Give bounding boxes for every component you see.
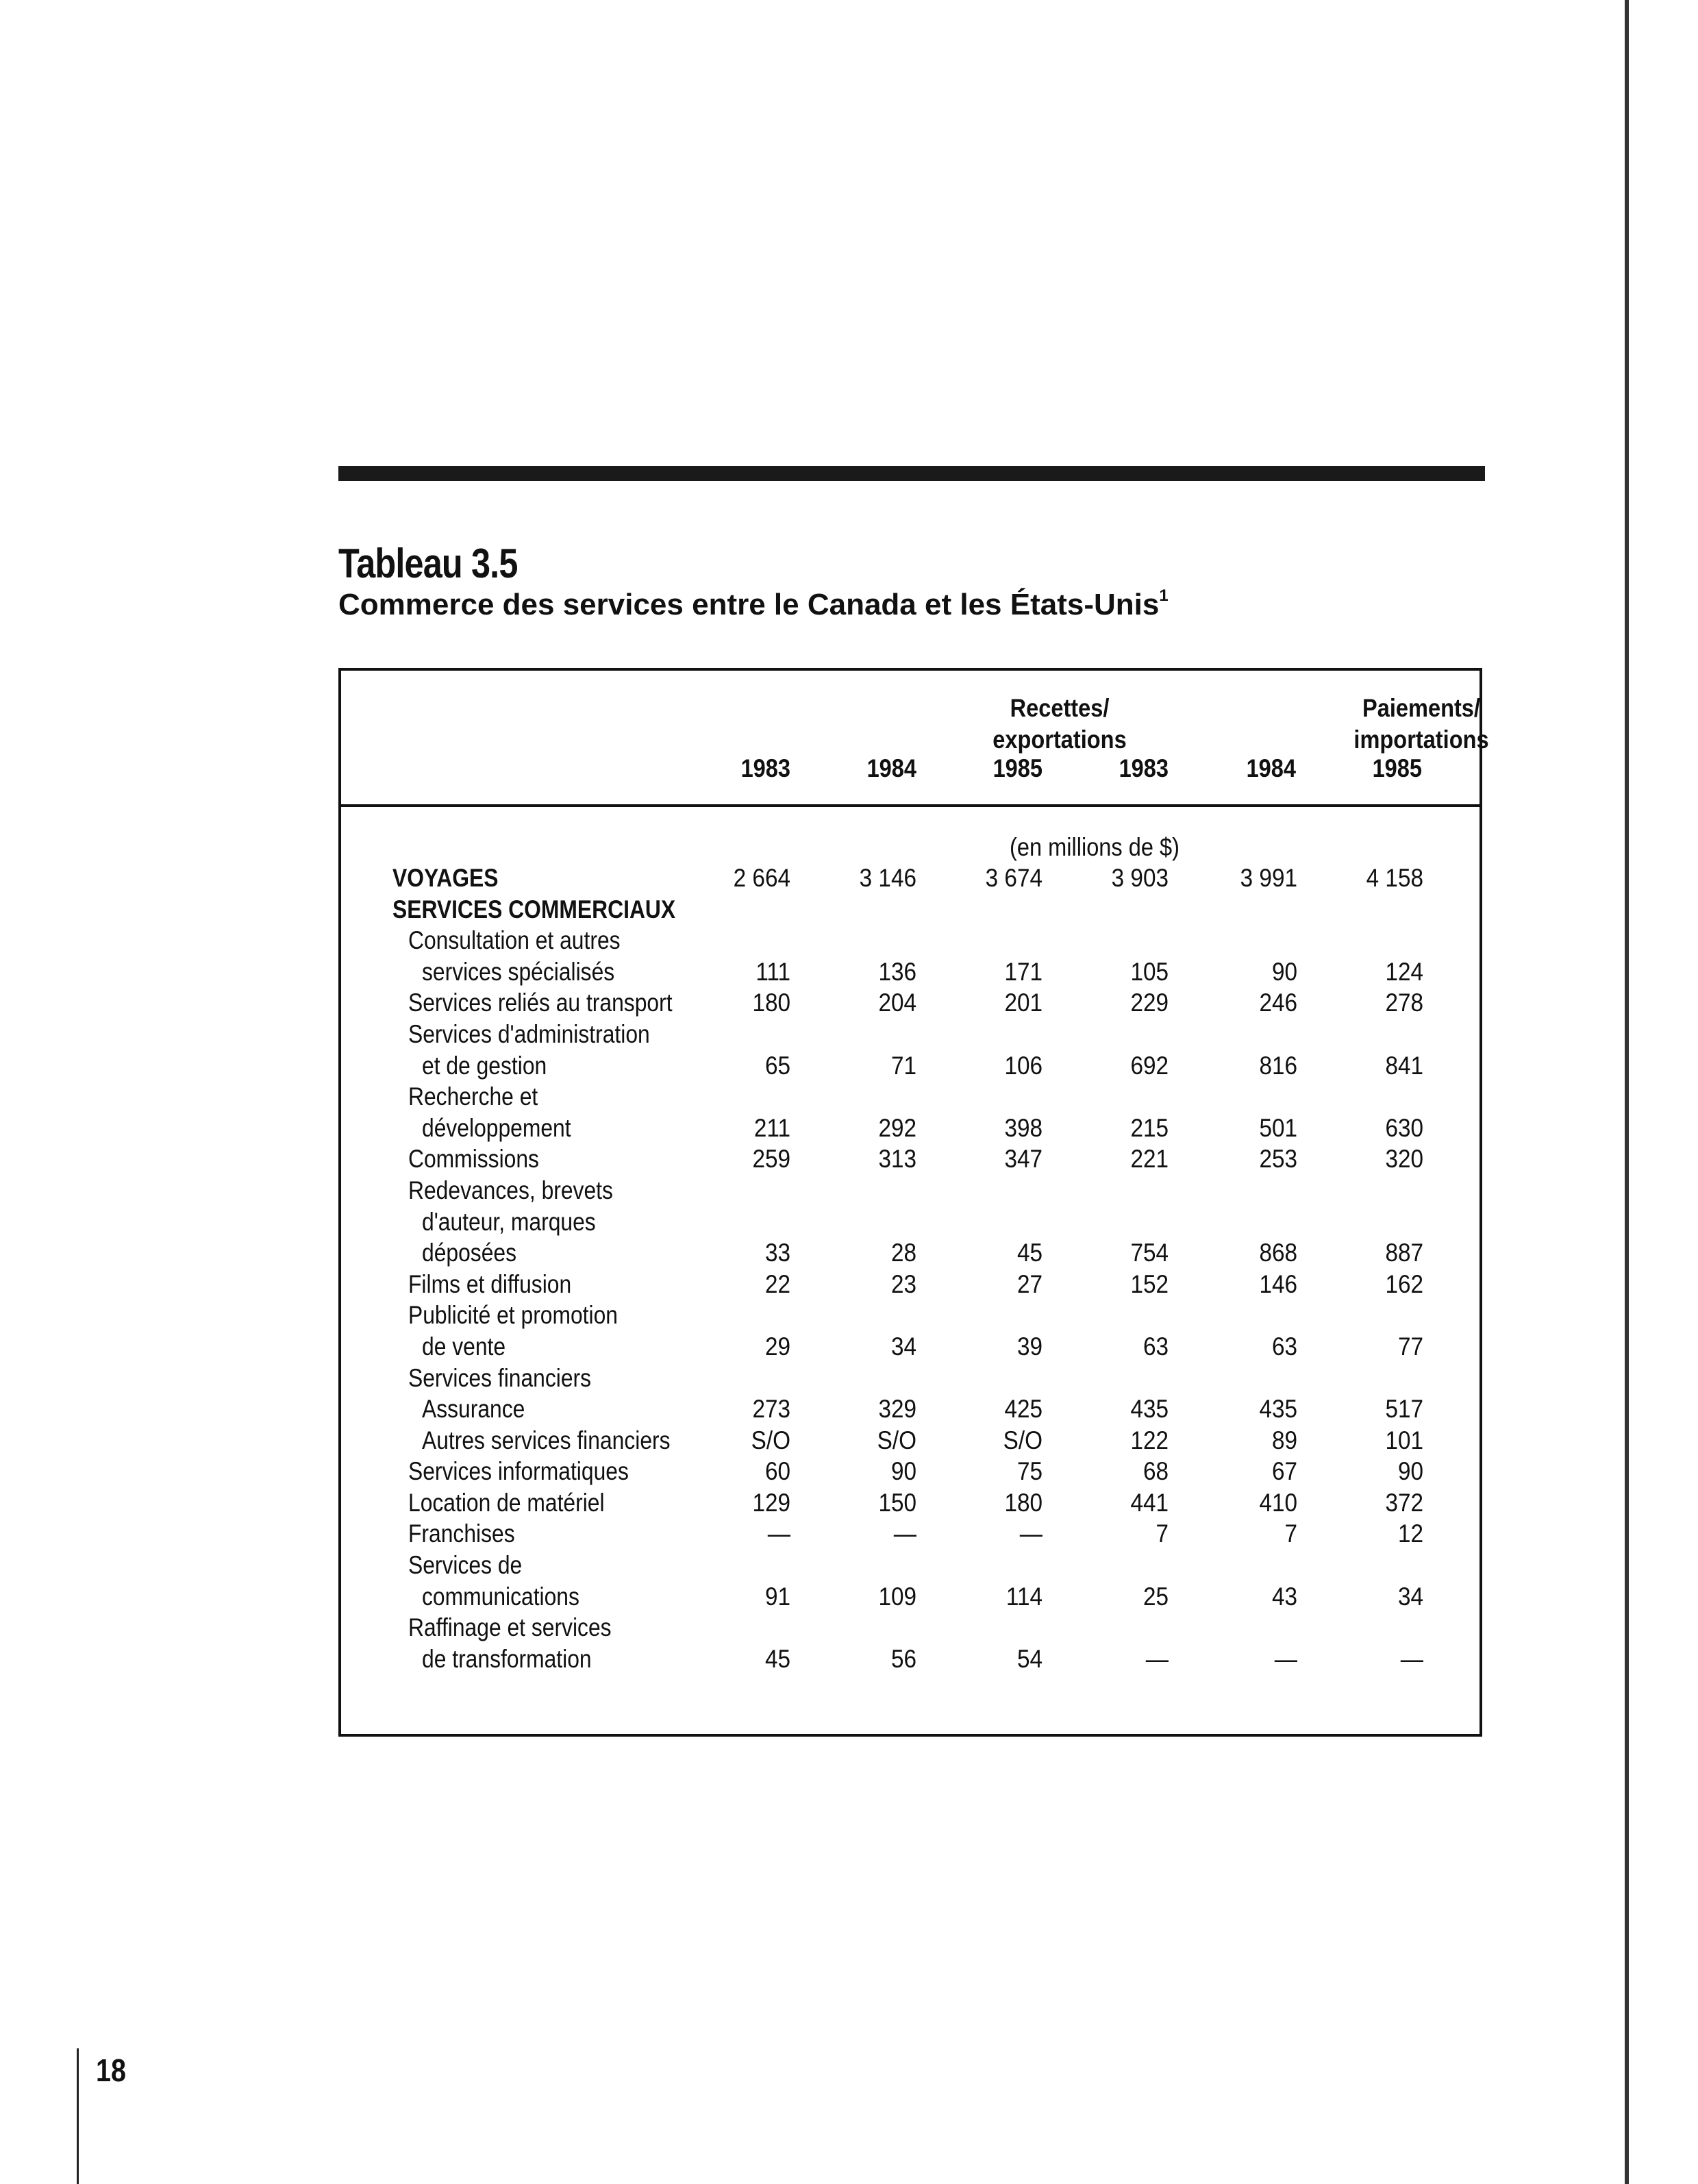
row-value: S/O (1003, 1426, 1042, 1454)
row-value: 90 (1271, 957, 1297, 986)
table-row (341, 863, 1479, 894)
row-value: 3 903 (1111, 864, 1169, 892)
table-subtitle (338, 588, 1169, 622)
row-value: 868 (1259, 1239, 1297, 1267)
row-value: 34 (890, 1332, 916, 1361)
year-header: 1983 (1119, 754, 1169, 782)
row-value: 425 (1004, 1395, 1042, 1424)
table-row (341, 1206, 1479, 1238)
row-value: 259 (752, 1145, 790, 1174)
row-value: 3 991 (1240, 864, 1297, 892)
row-value: 204 (878, 989, 916, 1017)
row-value: 887 (1385, 1239, 1423, 1267)
row-value: 162 (1385, 1269, 1423, 1298)
row-value: 12 (1397, 1519, 1423, 1548)
row-value: — (1019, 1519, 1042, 1548)
row-label: Publicité et promotion (408, 1301, 618, 1330)
row-value: 77 (1397, 1332, 1423, 1361)
row-value: 7 (1284, 1519, 1297, 1548)
row-value: 56 (890, 1644, 916, 1673)
table-row (341, 1175, 1479, 1206)
row-value: 63 (1143, 1332, 1169, 1361)
row-value: 29 (764, 1332, 790, 1361)
group-label-payments (1325, 693, 1518, 756)
table-row (341, 987, 1479, 1019)
row-value: — (893, 1519, 916, 1548)
table-row (341, 1081, 1479, 1113)
row-value: 152 (1130, 1269, 1169, 1298)
table-row (341, 956, 1479, 988)
row-value: 347 (1004, 1145, 1042, 1174)
row-label: développement (422, 1113, 571, 1142)
row-value: 124 (1385, 957, 1423, 986)
row-value: — (1145, 1644, 1169, 1673)
row-value: 4 158 (1366, 864, 1423, 892)
row-value: 201 (1004, 989, 1042, 1017)
row-value: 246 (1259, 989, 1297, 1017)
table-row (341, 894, 1479, 926)
row-label: Recherche et (408, 1082, 538, 1111)
table-row (341, 1643, 1479, 1675)
table-row (341, 1393, 1479, 1425)
table-row (341, 1050, 1479, 1082)
year-header: 1984 (1246, 754, 1296, 782)
row-label: de transformation (422, 1644, 592, 1673)
row-value: 313 (878, 1145, 916, 1174)
table-row (341, 1237, 1479, 1269)
table-row (341, 1487, 1479, 1519)
row-label: Redevances, brevets (408, 1176, 613, 1204)
row-value: 692 (1130, 1051, 1169, 1080)
row-value: 122 (1130, 1426, 1169, 1454)
row-label: et de gestion (422, 1051, 547, 1080)
row-label: Consultation et autres (408, 926, 621, 955)
table-row (341, 1300, 1479, 1331)
table-row (341, 1019, 1479, 1050)
row-value: 754 (1130, 1239, 1169, 1267)
row-value: 221 (1130, 1145, 1169, 1174)
row-value: 441 (1130, 1488, 1169, 1517)
row-value: 90 (1397, 1457, 1423, 1486)
row-value: 27 (1016, 1269, 1042, 1298)
row-value: 91 (764, 1582, 790, 1611)
unit-note: (en millions de $) (1010, 833, 1179, 861)
group-label-receipts-line1: Recettes/ (1010, 694, 1110, 722)
top-rule (338, 466, 1485, 481)
row-label: déposées (422, 1239, 517, 1267)
row-value: 146 (1259, 1269, 1297, 1298)
table-row (341, 1518, 1479, 1550)
row-value: 39 (1016, 1332, 1042, 1361)
row-value: 372 (1385, 1488, 1423, 1517)
row-value: 841 (1385, 1051, 1423, 1080)
row-value: 253 (1259, 1145, 1297, 1174)
row-value: 2 664 (733, 864, 790, 892)
table-row (341, 1331, 1479, 1363)
row-label: Services financiers (408, 1363, 592, 1392)
table-row (341, 1612, 1479, 1643)
row-value: 292 (878, 1113, 916, 1142)
year-header: 1985 (1372, 754, 1422, 782)
row-value: 171 (1004, 957, 1042, 986)
row-value: 229 (1130, 989, 1169, 1017)
row-value: 71 (890, 1051, 916, 1080)
table-row (341, 1363, 1479, 1394)
row-value: 23 (890, 1269, 916, 1298)
row-value: 273 (752, 1395, 790, 1424)
row-label: Commissions (408, 1145, 539, 1174)
table-row (341, 1550, 1479, 1581)
table-row (341, 1143, 1479, 1175)
row-label: Films et diffusion (408, 1269, 572, 1298)
row-value: 75 (1016, 1457, 1042, 1486)
row-value: 63 (1271, 1332, 1297, 1361)
row-label: Location de matériel (408, 1488, 605, 1517)
row-label: Assurance (422, 1395, 525, 1424)
row-value: 278 (1385, 989, 1423, 1017)
row-value: 320 (1385, 1145, 1423, 1174)
row-label: Autres services financiers (422, 1426, 671, 1454)
row-label: VOYAGES (392, 864, 499, 892)
page-edge-bar (1625, 0, 1629, 2184)
table-subtitle-text: Commerce des services entre le Canada et les États-Unis (338, 588, 1160, 621)
group-label-receipts (963, 693, 1156, 756)
row-label: Services d'administration (408, 1019, 650, 1048)
row-value: 501 (1259, 1113, 1297, 1142)
row-value: 215 (1130, 1113, 1169, 1142)
row-label: SERVICES COMMERCIAUX (392, 895, 676, 923)
row-value: S/O (877, 1426, 916, 1454)
group-label-receipts-line2: exportations (992, 725, 1127, 754)
row-value: 3 674 (985, 864, 1042, 892)
row-label: communications (422, 1582, 579, 1611)
row-label: Services reliés au transport (408, 989, 673, 1017)
row-value: 43 (1271, 1582, 1297, 1611)
row-value: S/O (751, 1426, 790, 1454)
row-value: 398 (1004, 1113, 1042, 1142)
row-value: 101 (1385, 1426, 1423, 1454)
row-value: 136 (878, 957, 916, 986)
row-value: 105 (1130, 957, 1169, 986)
row-value: 435 (1130, 1395, 1169, 1424)
row-value: 68 (1143, 1457, 1169, 1486)
row-value: 22 (764, 1269, 790, 1298)
row-value: 25 (1143, 1582, 1169, 1611)
row-value: 33 (764, 1239, 790, 1267)
row-value: 3 146 (859, 864, 916, 892)
row-value: 109 (878, 1582, 916, 1611)
row-value: 435 (1259, 1395, 1297, 1424)
row-label: Services de (408, 1551, 523, 1580)
year-header: 1983 (740, 754, 790, 782)
group-label-payments-line1: Paiements/ (1362, 694, 1480, 722)
row-label: Services informatiques (408, 1457, 629, 1486)
row-label: d'auteur, marques (422, 1207, 596, 1236)
row-value: 180 (1004, 1488, 1042, 1517)
margin-bar (77, 2048, 79, 2184)
row-value: — (767, 1519, 790, 1548)
row-value: 129 (752, 1488, 790, 1517)
row-label: services spécialisés (422, 957, 615, 986)
group-label-payments-line2: importations (1353, 725, 1489, 754)
table-row (341, 1425, 1479, 1456)
row-value: 28 (890, 1239, 916, 1267)
row-label: Franchises (408, 1519, 515, 1548)
row-value: 114 (1006, 1582, 1042, 1611)
row-value: 45 (764, 1644, 790, 1673)
row-value: 60 (764, 1457, 790, 1486)
row-value: 211 (753, 1113, 790, 1142)
services-trade-table (338, 668, 1489, 1737)
row-value: — (1400, 1644, 1423, 1673)
table-row (341, 925, 1479, 956)
row-value: 630 (1385, 1113, 1423, 1142)
row-value: 111 (756, 957, 790, 986)
footnote-marker: 1 (1159, 586, 1169, 605)
row-value: 410 (1259, 1488, 1297, 1517)
table-title: Tableau 3.5 (338, 541, 518, 586)
row-value: 7 (1156, 1519, 1169, 1548)
table-row (341, 1269, 1479, 1300)
row-label: de vente (422, 1332, 506, 1361)
row-value: 45 (1016, 1239, 1042, 1267)
row-value: — (1274, 1644, 1297, 1673)
row-value: 89 (1271, 1426, 1297, 1454)
row-value: 67 (1271, 1457, 1297, 1486)
header-divider (341, 804, 1479, 807)
page-number: 18 (96, 2052, 127, 2088)
row-value: 150 (878, 1488, 916, 1517)
row-value: 180 (752, 989, 790, 1017)
row-value: 34 (1397, 1582, 1423, 1611)
row-value: 90 (890, 1457, 916, 1486)
table-row (341, 1113, 1479, 1144)
table-row (341, 1456, 1479, 1487)
row-value: 329 (878, 1395, 916, 1424)
year-header: 1985 (992, 754, 1042, 782)
row-value: 65 (764, 1051, 790, 1080)
row-value: 816 (1259, 1051, 1297, 1080)
row-label: Raffinage et services (408, 1613, 612, 1642)
table-body (341, 863, 1479, 1674)
row-value: 517 (1385, 1395, 1423, 1424)
table-row (341, 1581, 1479, 1613)
row-value: 106 (1004, 1051, 1042, 1080)
year-header: 1984 (866, 754, 916, 782)
row-value: 54 (1016, 1644, 1042, 1673)
